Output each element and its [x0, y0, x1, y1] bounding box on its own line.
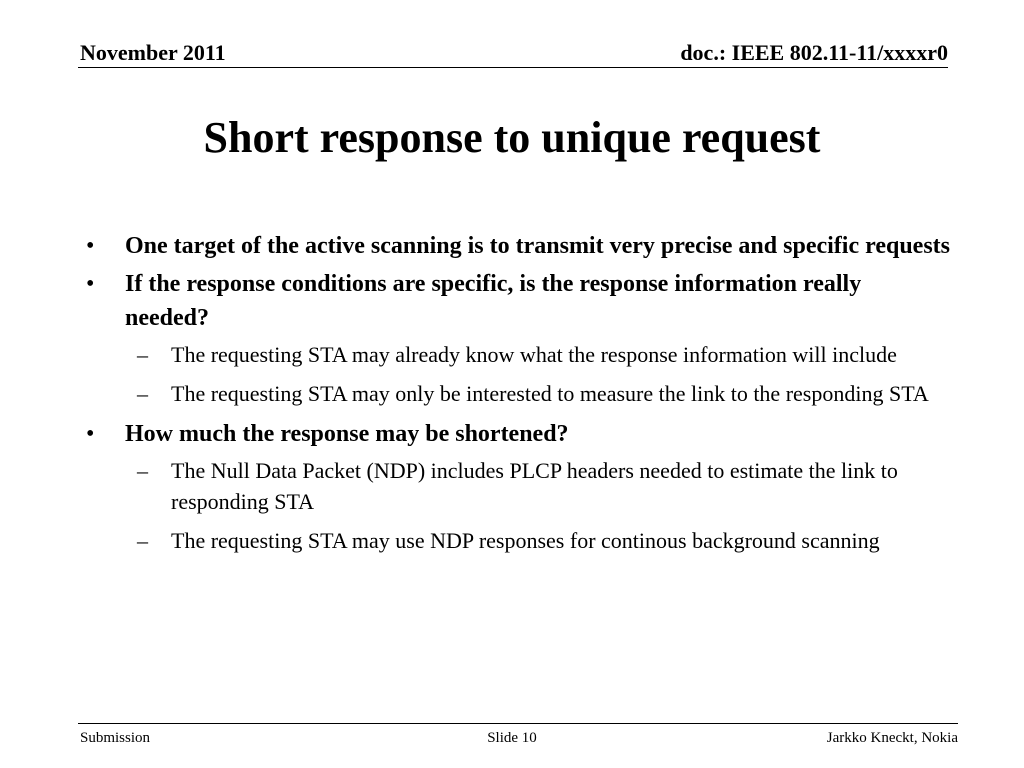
- bullet-text: How much the response may be shortened?: [125, 421, 569, 447]
- sub-bullet-marker: –: [137, 381, 148, 406]
- sub-bullet-text: The requesting STA may only be interested to measure the link to the responding STA: [171, 381, 929, 406]
- bullet-text: One target of the active scanning is to transmit very precise and specific requests: [125, 233, 950, 259]
- sub-bullet-item: [80, 339, 950, 370]
- sub-bullet-text: The Null Data Packet (NDP) includes PLCP headers needed to estimate the link to responding STA: [171, 458, 898, 514]
- sub-bullet-item: [80, 378, 950, 409]
- bullet-marker: •: [86, 233, 95, 259]
- footer-slide-number: Slide 10: [487, 730, 537, 746]
- sub-bullet-text: The requesting STA may already know what the response information will include: [171, 342, 897, 367]
- bullet-marker: •: [86, 421, 95, 447]
- footer-divider: [78, 723, 958, 724]
- footer-author: Jarkko Kneckt, Nokia: [826, 730, 958, 746]
- footer-submission: Submission: [80, 730, 151, 746]
- sub-bullet-marker: –: [137, 342, 148, 367]
- sub-bullet-item: [80, 455, 950, 517]
- bullet-item: [80, 229, 950, 263]
- header-doc-id: doc.: IEEE 802.11-11/xxxxr0: [680, 40, 948, 65]
- bullet-item: [80, 417, 950, 451]
- sub-bullet-item: [80, 525, 950, 556]
- sub-bullet-text: The requesting STA may use NDP responses for continous background scanning: [171, 528, 880, 553]
- bullet-list: [80, 229, 950, 564]
- header-divider: [78, 67, 948, 68]
- slide-title: Short response to unique request: [203, 113, 821, 162]
- sub-bullet-marker: –: [137, 458, 148, 483]
- bullet-item: [80, 267, 950, 335]
- bullet-text: If the response conditions are specific, is the response information really needed?: [125, 271, 862, 331]
- sub-bullet-marker: –: [137, 528, 148, 553]
- bullet-marker: •: [86, 271, 95, 297]
- header-date: November 2011: [80, 40, 226, 65]
